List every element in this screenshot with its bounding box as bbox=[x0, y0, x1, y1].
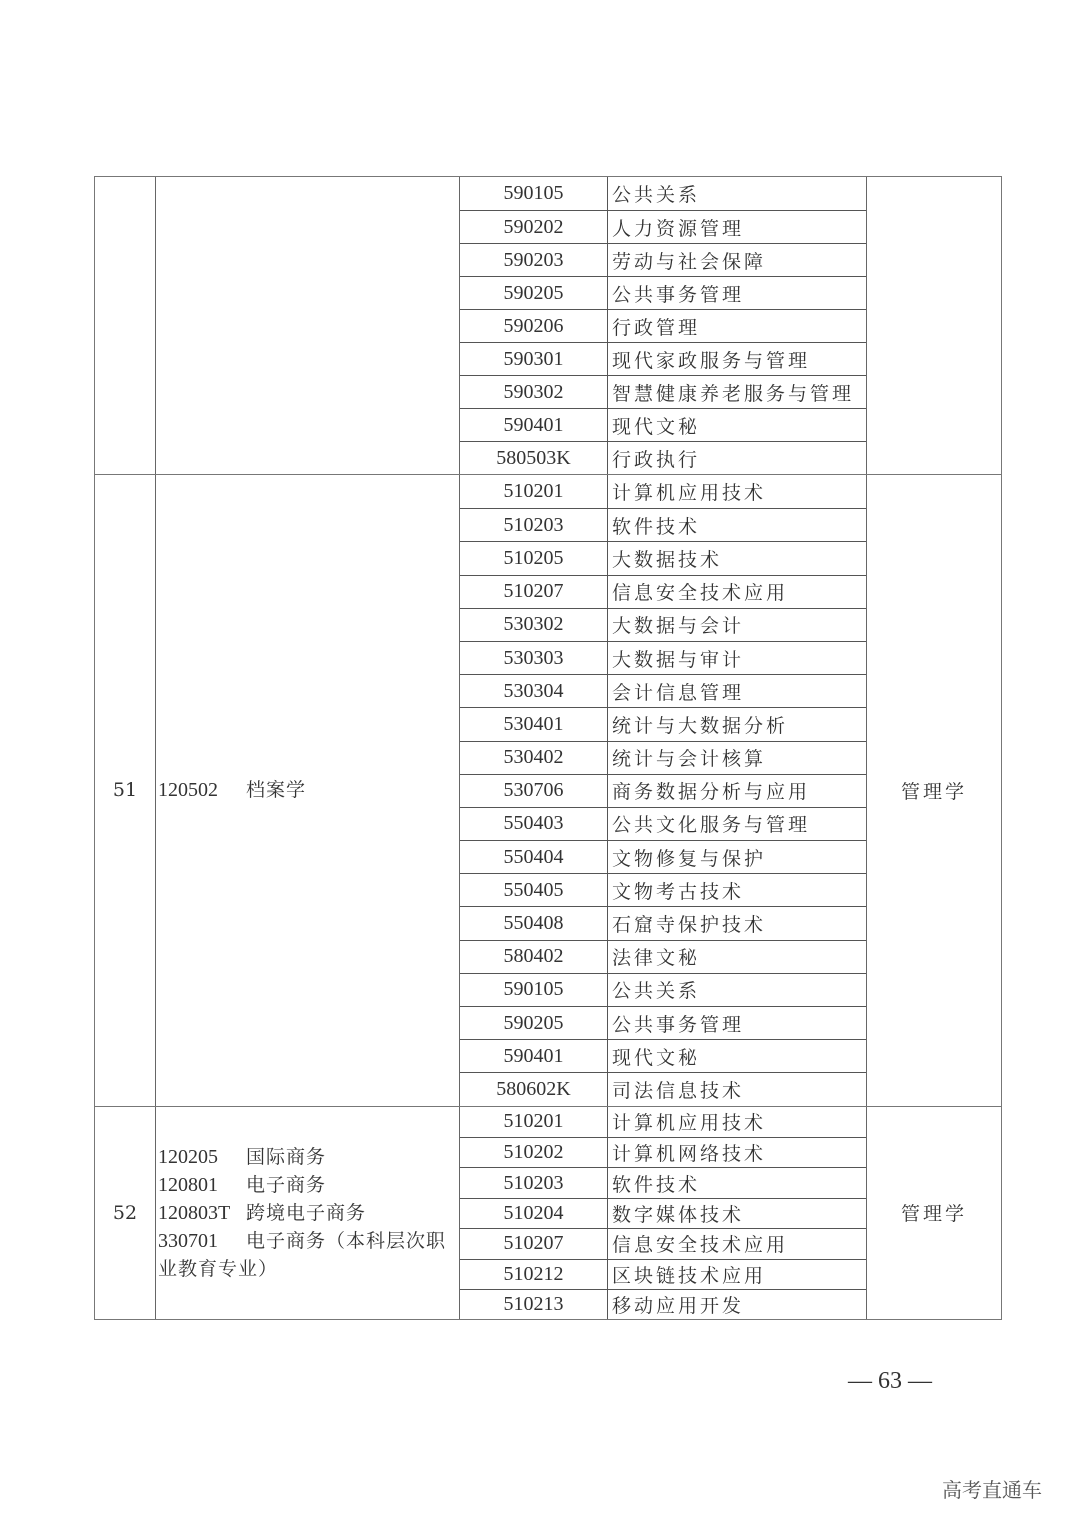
undergrad-code: 120502 bbox=[158, 779, 218, 802]
undergrad-name: 电子商务（本科层次职 bbox=[246, 1229, 447, 1252]
table-row bbox=[460, 243, 866, 276]
vocational-code: 590105 bbox=[460, 974, 608, 1006]
page-number: — 63 — bbox=[848, 1368, 932, 1394]
vocational-name: 司法信息技术 bbox=[612, 1079, 745, 1102]
table-row bbox=[460, 575, 866, 608]
vocational-name: 软件技术 bbox=[612, 1173, 701, 1196]
vocational-name: 公共文化服务与管理 bbox=[612, 814, 811, 837]
vocational-name: 信息安全技术应用 bbox=[612, 582, 789, 605]
vocational-code: 580602K bbox=[460, 1073, 608, 1105]
table-row bbox=[460, 1137, 866, 1167]
table-row bbox=[460, 840, 866, 873]
vocational-name: 计算机网络技术 bbox=[612, 1143, 767, 1166]
undergrad-major bbox=[158, 1199, 459, 1227]
vocational-code: 530401 bbox=[460, 708, 608, 740]
vocational-name: 公共关系 bbox=[612, 184, 701, 206]
vocational-name: 文物考古技术 bbox=[612, 880, 745, 903]
vocational-code: 510207 bbox=[460, 576, 608, 608]
vocational-name: 人力资源管理 bbox=[612, 217, 745, 240]
vocational-code: 590203 bbox=[460, 244, 608, 276]
table-row bbox=[460, 741, 866, 774]
vocational-name: 现代文秘 bbox=[612, 1046, 701, 1069]
table-row bbox=[460, 177, 866, 210]
vocational-code: 510213 bbox=[460, 1290, 608, 1319]
undergrad-major bbox=[158, 1227, 459, 1255]
vocational-majors-list bbox=[460, 475, 867, 1106]
vocational-name: 公共关系 bbox=[612, 980, 701, 1003]
vocational-name: 石窟寺保护技术 bbox=[612, 914, 767, 937]
source-watermark: 高考直通车 bbox=[942, 1478, 1042, 1502]
table-row bbox=[460, 441, 866, 474]
undergrad-major-continuation: 业教育专业） bbox=[158, 1257, 279, 1280]
vocational-name: 文物修复与保护 bbox=[612, 847, 767, 870]
vocational-name: 计算机应用技术 bbox=[612, 1112, 767, 1135]
table-row bbox=[460, 1198, 866, 1228]
undergrad-name: 电子商务 bbox=[246, 1173, 327, 1196]
vocational-name: 软件技术 bbox=[612, 515, 701, 538]
table-row bbox=[460, 807, 866, 840]
vocational-code: 530706 bbox=[460, 775, 608, 807]
vocational-code: 580503K bbox=[460, 442, 608, 474]
discipline-category: 管理学 bbox=[900, 1203, 967, 1226]
vocational-name: 现代家政服务与管理 bbox=[612, 349, 811, 372]
vocational-code: 530302 bbox=[460, 609, 608, 641]
vocational-name: 统计与大数据分析 bbox=[612, 714, 789, 737]
table-row bbox=[460, 1107, 866, 1137]
vocational-code: 510203 bbox=[460, 509, 608, 541]
table-row bbox=[460, 940, 866, 973]
vocational-code: 590301 bbox=[460, 343, 608, 375]
vocational-code: 510203 bbox=[460, 1168, 608, 1197]
vocational-code: 550404 bbox=[460, 841, 608, 873]
table-row bbox=[460, 1228, 866, 1258]
vocational-name: 公共事务管理 bbox=[612, 283, 745, 306]
undergrad-code: 330701 bbox=[158, 1229, 218, 1252]
vocational-code: 590205 bbox=[460, 277, 608, 309]
undergrad-code: 120205 bbox=[158, 1145, 218, 1168]
vocational-code: 590105 bbox=[460, 177, 608, 210]
vocational-code: 550405 bbox=[460, 874, 608, 906]
table-section-51 bbox=[95, 474, 1001, 1106]
vocational-name: 行政执行 bbox=[612, 448, 701, 471]
table-row bbox=[460, 541, 866, 574]
undergrad-majors-cell bbox=[156, 1107, 460, 1320]
table-row bbox=[460, 210, 866, 243]
vocational-code: 510207 bbox=[460, 1229, 608, 1258]
vocational-name: 移动应用开发 bbox=[612, 1295, 745, 1318]
vocational-code: 510201 bbox=[460, 475, 608, 508]
majors-table bbox=[94, 176, 1002, 1320]
undergrad-major bbox=[158, 776, 459, 804]
table-row bbox=[460, 1072, 866, 1105]
vocational-code: 510201 bbox=[460, 1107, 608, 1137]
table-section-continued bbox=[95, 177, 1001, 474]
vocational-name: 商务数据分析与应用 bbox=[612, 781, 811, 804]
vocational-name: 统计与会计核算 bbox=[612, 748, 767, 771]
table-row bbox=[460, 1039, 866, 1072]
table-row bbox=[460, 475, 866, 508]
undergrad-code: 120801 bbox=[158, 1173, 218, 1196]
vocational-code: 580402 bbox=[460, 941, 608, 973]
undergrad-name: 档案学 bbox=[246, 779, 307, 802]
discipline-category: 管理学 bbox=[900, 780, 967, 803]
table-section-52 bbox=[95, 1106, 1001, 1320]
vocational-name: 大数据与审计 bbox=[612, 648, 745, 671]
table-row bbox=[460, 342, 866, 375]
section-number: 51 bbox=[95, 475, 156, 1106]
vocational-name: 区块链技术应用 bbox=[612, 1264, 767, 1287]
vocational-code: 510202 bbox=[460, 1138, 608, 1167]
vocational-name: 大数据与会计 bbox=[612, 615, 745, 638]
section-number: 52 bbox=[95, 1107, 156, 1320]
vocational-name: 计算机应用技术 bbox=[612, 482, 767, 505]
vocational-name: 智慧健康养老服务与管理 bbox=[612, 382, 855, 405]
table-row bbox=[460, 641, 866, 674]
vocational-name: 会计信息管理 bbox=[612, 681, 745, 704]
table-row bbox=[460, 508, 866, 541]
undergrad-code: 120803T bbox=[158, 1201, 231, 1224]
table-row bbox=[460, 873, 866, 906]
table-row bbox=[460, 309, 866, 342]
table-row bbox=[460, 774, 866, 807]
vocational-code: 510205 bbox=[460, 542, 608, 574]
vocational-code: 590302 bbox=[460, 376, 608, 408]
section-number bbox=[95, 177, 156, 474]
vocational-code: 590401 bbox=[460, 409, 608, 441]
vocational-majors-list bbox=[460, 1107, 867, 1320]
table-row bbox=[460, 1289, 866, 1319]
vocational-code: 530304 bbox=[460, 675, 608, 707]
undergrad-major bbox=[158, 1143, 459, 1171]
table-row bbox=[460, 906, 866, 939]
table-row bbox=[460, 707, 866, 740]
vocational-name: 信息安全技术应用 bbox=[612, 1234, 789, 1257]
vocational-name: 大数据技术 bbox=[612, 548, 723, 571]
table-row bbox=[460, 408, 866, 441]
vocational-code: 590202 bbox=[460, 211, 608, 243]
vocational-code: 590206 bbox=[460, 310, 608, 342]
vocational-name: 公共事务管理 bbox=[612, 1013, 745, 1036]
vocational-code: 590401 bbox=[460, 1040, 608, 1072]
vocational-code: 530402 bbox=[460, 742, 608, 774]
undergrad-majors-cell bbox=[156, 177, 460, 474]
table-row bbox=[460, 1006, 866, 1039]
table-row bbox=[460, 276, 866, 309]
table-row bbox=[460, 674, 866, 707]
vocational-name: 行政管理 bbox=[612, 316, 701, 339]
vocational-majors-list bbox=[460, 177, 867, 474]
table-row bbox=[460, 608, 866, 641]
table-row bbox=[460, 375, 866, 408]
discipline-category bbox=[867, 177, 1001, 474]
vocational-code: 550403 bbox=[460, 808, 608, 840]
undergrad-name: 跨境电子商务 bbox=[246, 1201, 367, 1224]
vocational-name: 法律文秘 bbox=[612, 947, 701, 970]
table-row bbox=[460, 973, 866, 1006]
undergrad-majors-cell bbox=[156, 475, 460, 1106]
vocational-name: 数字媒体技术 bbox=[612, 1203, 745, 1226]
vocational-code: 510204 bbox=[460, 1199, 608, 1228]
undergrad-name: 国际商务 bbox=[246, 1145, 327, 1168]
vocational-name: 现代文秘 bbox=[612, 415, 701, 438]
vocational-name: 劳动与社会保障 bbox=[612, 250, 767, 273]
vocational-code: 590205 bbox=[460, 1007, 608, 1039]
vocational-code: 510212 bbox=[460, 1260, 608, 1289]
table-row bbox=[460, 1167, 866, 1197]
vocational-code: 530303 bbox=[460, 642, 608, 674]
undergrad-major bbox=[158, 1171, 459, 1199]
table-row bbox=[460, 1259, 866, 1289]
vocational-code: 550408 bbox=[460, 907, 608, 939]
